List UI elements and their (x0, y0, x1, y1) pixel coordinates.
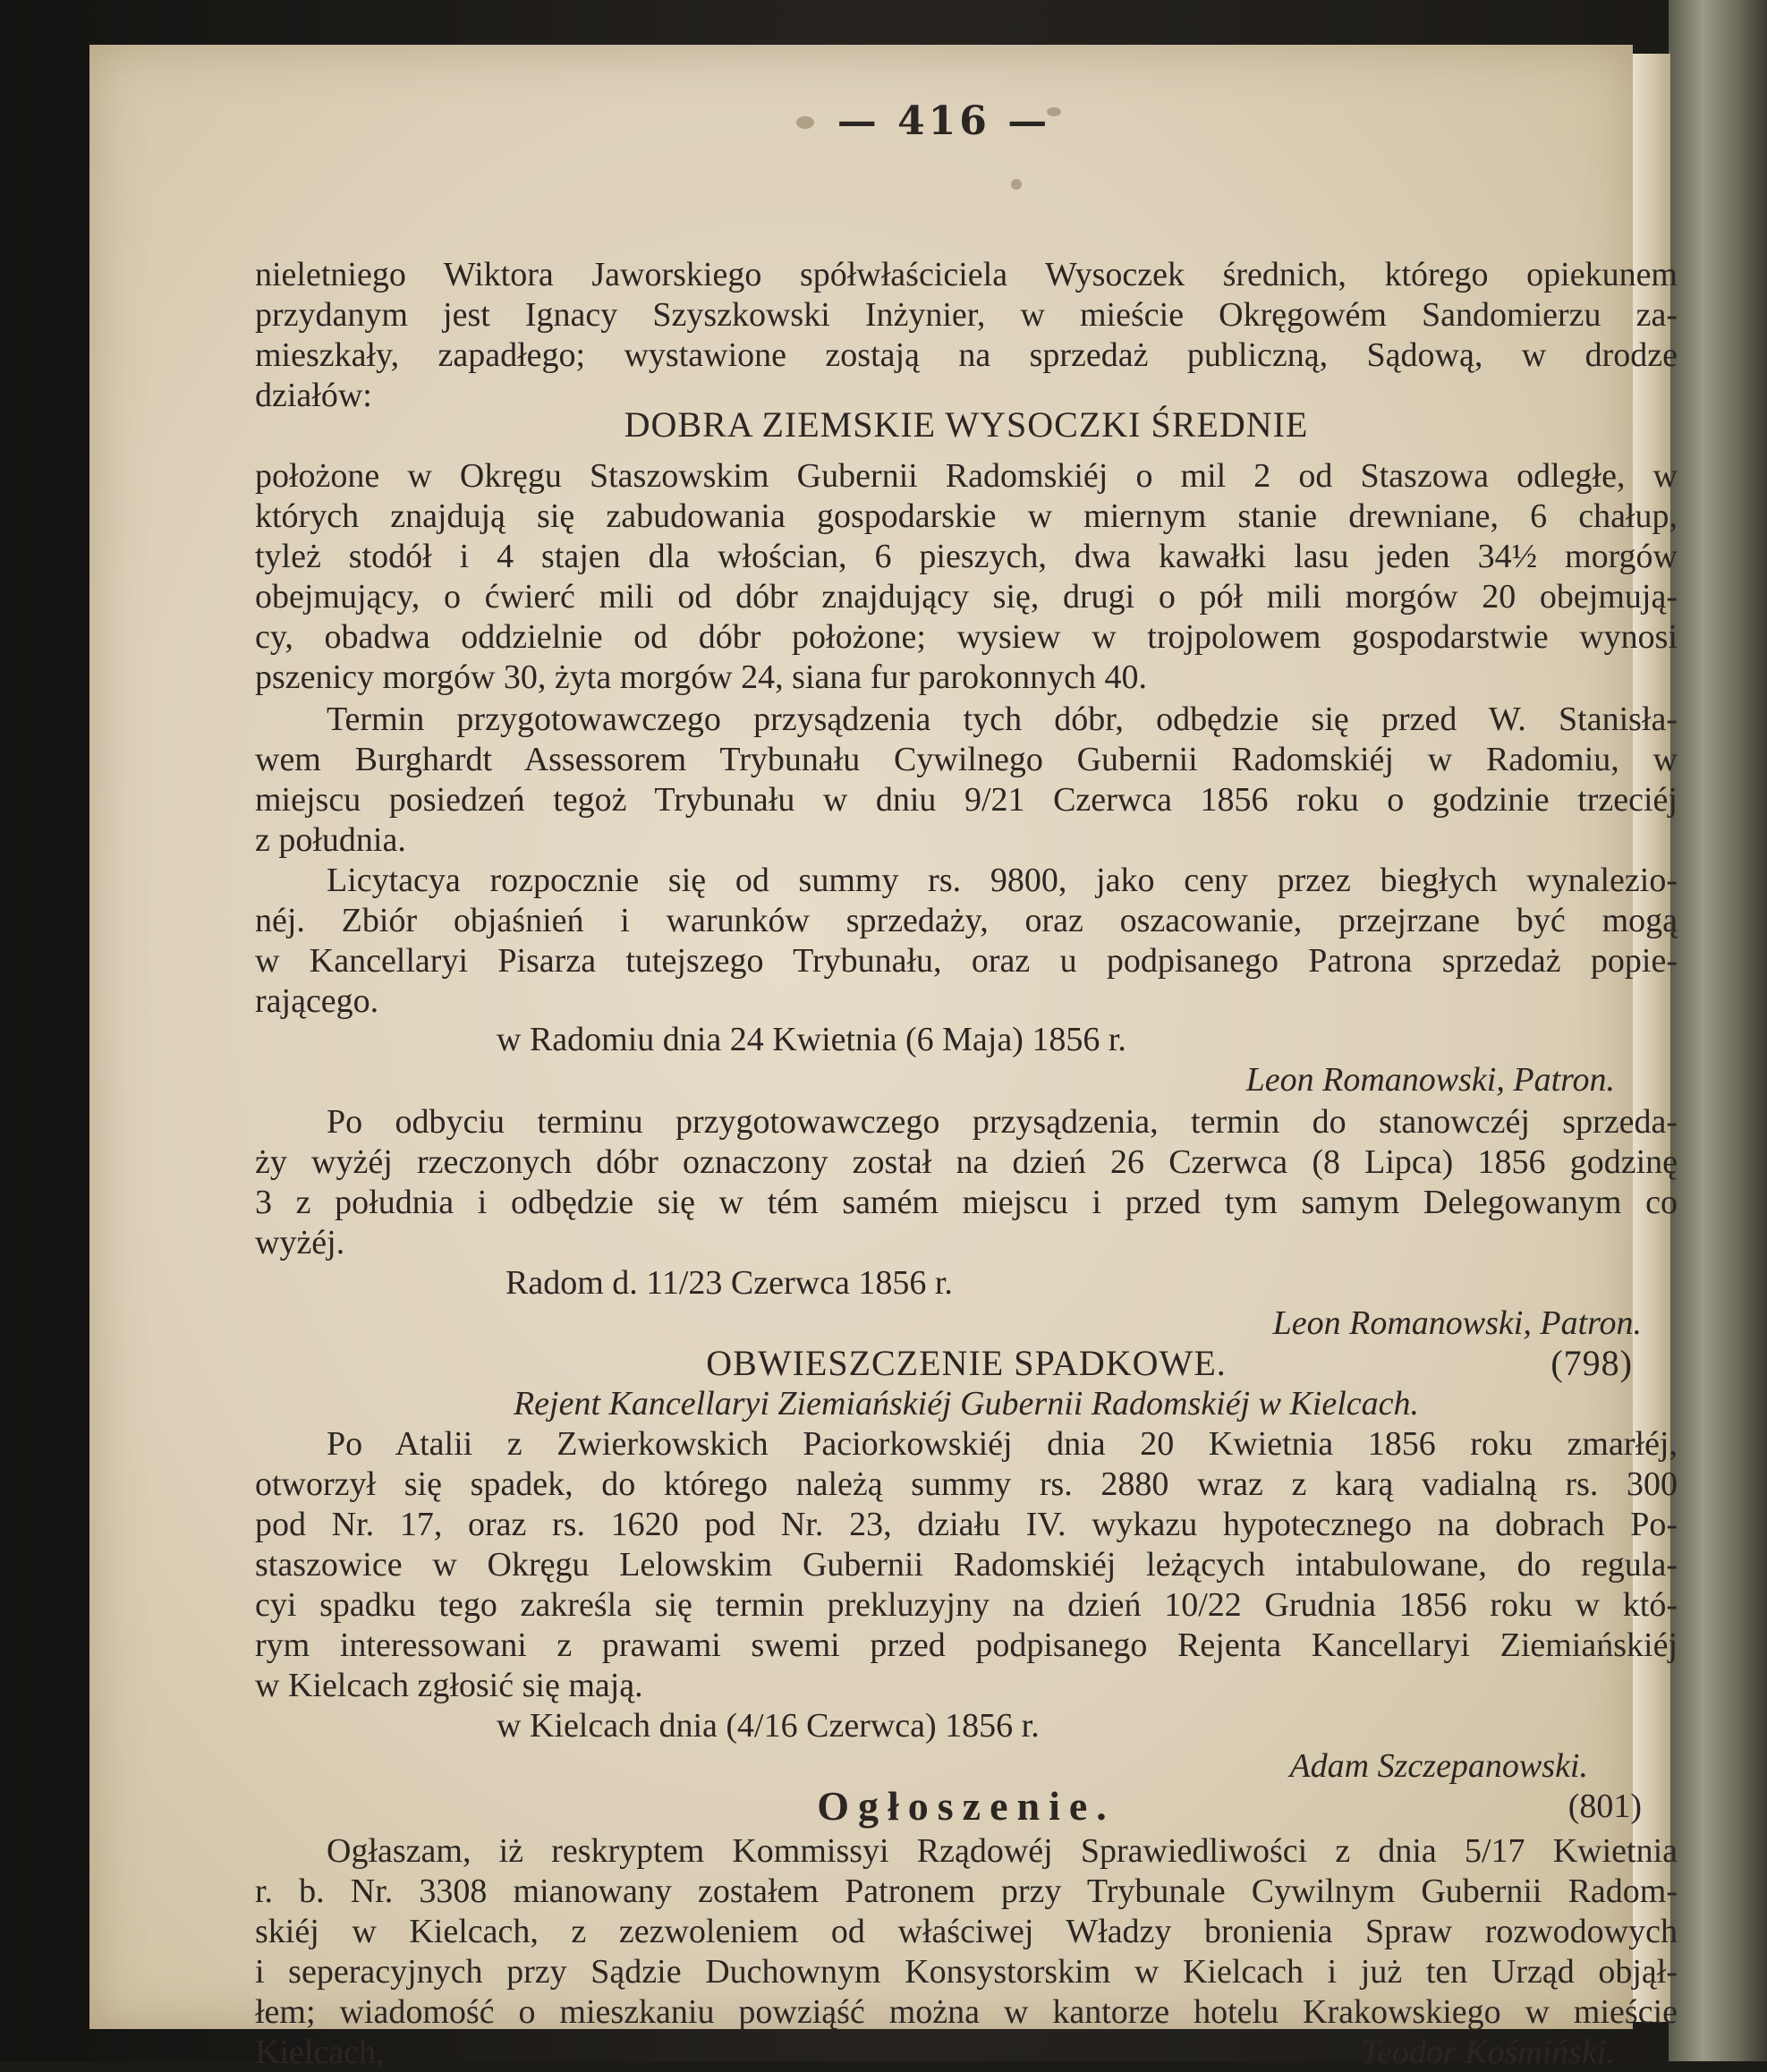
section-heading (255, 1783, 1678, 1829)
signature: Leon Romanowski, Patron. (1272, 1304, 1642, 1342)
notice-number: (798) (1550, 1343, 1633, 1383)
notice-number: (801) (1567, 1788, 1642, 1825)
text-line: działów: (255, 377, 372, 414)
text-line: miejscu posiedzeń tegoż Trybunału w dniu 9/21 Czerwca 1856 roku o godzinie trzeciéj (255, 781, 1678, 819)
text-line: łem; wiadomość o mieszkaniu powziąść można w kantorze hotelu Krakowskiego w mieście (255, 1993, 1678, 2031)
text-line: wem Burghardt Assessorem Trybunału Cywilnego Gubernii Radomskiéj w Radomiu, w (255, 741, 1678, 778)
text-line: ży wyżéj rzeczonych dóbr oznaczony został na dzień 26 Czerwca (8 Lipca) 1856 godzinę (255, 1143, 1678, 1181)
text-line: Ogłaszam, iż reskryptem Kommissyi Rządowéj Sprawiedliwości z dnia 5/17 Kwietnia (327, 1832, 1678, 1870)
text-line: i seperacyjnych przy Sądzie Duchownym Konsystorskim w Kielcach i już ten Urząd objął- (255, 1953, 1678, 1991)
issuer-line: Rejent Kancellaryi Ziemiańskiéj Gubernii Radomskiéj w Kielcach. (513, 1385, 1420, 1422)
binding-edge (1669, 0, 1767, 2061)
section-heading: DOBRA ZIEMSKIE WYSOCZKI ŚREDNIE (624, 404, 1309, 445)
section-heading (255, 1344, 1678, 1383)
text-line: rającego. (255, 982, 379, 1020)
text-line: w Kancellaryi Pisarza tutejszego Trybunału, oraz u podpisanego Patrona sprzedaż popie- (255, 942, 1678, 980)
text-line: 3 z południa i odbędzie się w tém samém miejscu i przed tym samym Delegowanym co (255, 1184, 1678, 1221)
text-line: położone w Okręgu Staszowskim Gubernii Radomskiéj o mil 2 od Staszowa odległe, w (255, 457, 1678, 495)
text-line: pszenicy morgów 30, żyta morgów 24, siana fur parokonnych 40. (255, 658, 1147, 696)
text-line: nieletniego Wiktora Jaworskiego spółwłaściciela Wysoczek średnich, którego opiekunem (255, 256, 1678, 293)
text-line: néj. Zbiór objaśnień i warunków sprzedaży, oraz oszacowanie, przejrzane być mogą (255, 902, 1678, 939)
text-line: przydanym jest Ignacy Szyszkowski Inżynier, w mieście Okręgowém Sandomierzu za- (255, 296, 1678, 334)
text-line: z południa. (255, 821, 406, 859)
heading-text: OBWIESZCZENIE SPADKOWE. (706, 1343, 1227, 1383)
text-line: Po odbyciu terminu przygotowawczego przysądzenia, termin do stanowczéj sprzeda- (327, 1103, 1678, 1141)
date-line: w Kielcach dnia (4/16 Czerwca) 1856 r. (497, 1707, 1040, 1745)
heading-text: Ogłoszenie. (817, 1783, 1116, 1829)
text-line: cy, obadwa oddzielnie od dóbr położone; wysiew w trojpolowem gospodarstwie wynosi (255, 618, 1678, 656)
text-line: Licytacya rozpocznie się od summy rs. 9800, jako ceny przez biegłych wynalezio- (327, 862, 1678, 899)
place-name: Kielcach, (255, 2034, 385, 2071)
text-line (255, 2033, 1678, 2072)
text-line: wyżéj. (255, 1224, 345, 1261)
text-line: obejmujący, o ćwierć mili od dóbr znajdujący się, drugi o pół mili morgów 20 obejmują- (255, 578, 1678, 616)
date-line: Radom d. 11/23 Czerwca 1856 r. (505, 1264, 953, 1302)
signature: Adam Szczepanowski. (1289, 1747, 1588, 1785)
text-line: w Kielcach zgłosić się mają. (255, 1667, 643, 1704)
text-line: cyi spadku tego zakreśla się termin prekluzyjny na dzień 10/22 Grudnia 1856 roku w któ- (255, 1586, 1678, 1624)
date-line: w Radomiu dnia 24 Kwietnia (6 Maja) 1856 r. (497, 1021, 1126, 1058)
text-line: rym interessowani z prawami swemi przed podpisanego Rejenta Kancellaryi Ziemiańskiéj (255, 1626, 1678, 1664)
text-line: skiéj w Kielcach, z zezwoleniem od właściwej Władzy bronienia Spraw rozwodowych (255, 1913, 1678, 1950)
text-line: pod Nr. 17, oraz rs. 1620 pod Nr. 23, działu IV. wykazu hypotecznego na dobrach Po- (255, 1506, 1678, 1543)
page-number: — 416 — (837, 98, 1051, 144)
text-line: tyleż stodół i 4 stajen dla włościan, 6 pieszych, dwa kawałki lasu jeden 34½ morgów (255, 538, 1678, 575)
ink-spot (1011, 179, 1022, 190)
text-line: r. b. Nr. 3308 mianowany zostałem Patronem przy Trybunale Cywilnym Gubernii Radom- (255, 1872, 1678, 1910)
signature: Teodor Kośmiński. (1361, 2034, 1615, 2071)
text-line: których znajdują się zabudowania gospodarskie w miernym stanie drewniane, 6 chałup, (255, 497, 1678, 535)
signature: Leon Romanowski, Patron. (1245, 1061, 1615, 1099)
text-line: Po Atalii z Zwierkowskich Paciorkowskiéj dnia 20 Kwietnia 1856 roku zmarłéj, (327, 1425, 1678, 1463)
text-line: mieszkały, zapadłego; wystawione zostają na sprzedaż publiczną, Sądową, w drodze (255, 336, 1678, 374)
text-line: staszowice w Okręgu Lelowskim Gubernii Radomskiéj leżących intabulowane, do regula- (255, 1546, 1678, 1584)
document-page (89, 45, 1678, 2071)
text-line: otworzył się spadek, do którego należą summy rs. 2880 wraz z karą vadialną rs. 300 (255, 1465, 1678, 1503)
text-line: Termin przygotowawczego przysądzenia tych dóbr, odbędzie się przed W. Stanisła- (327, 701, 1678, 738)
